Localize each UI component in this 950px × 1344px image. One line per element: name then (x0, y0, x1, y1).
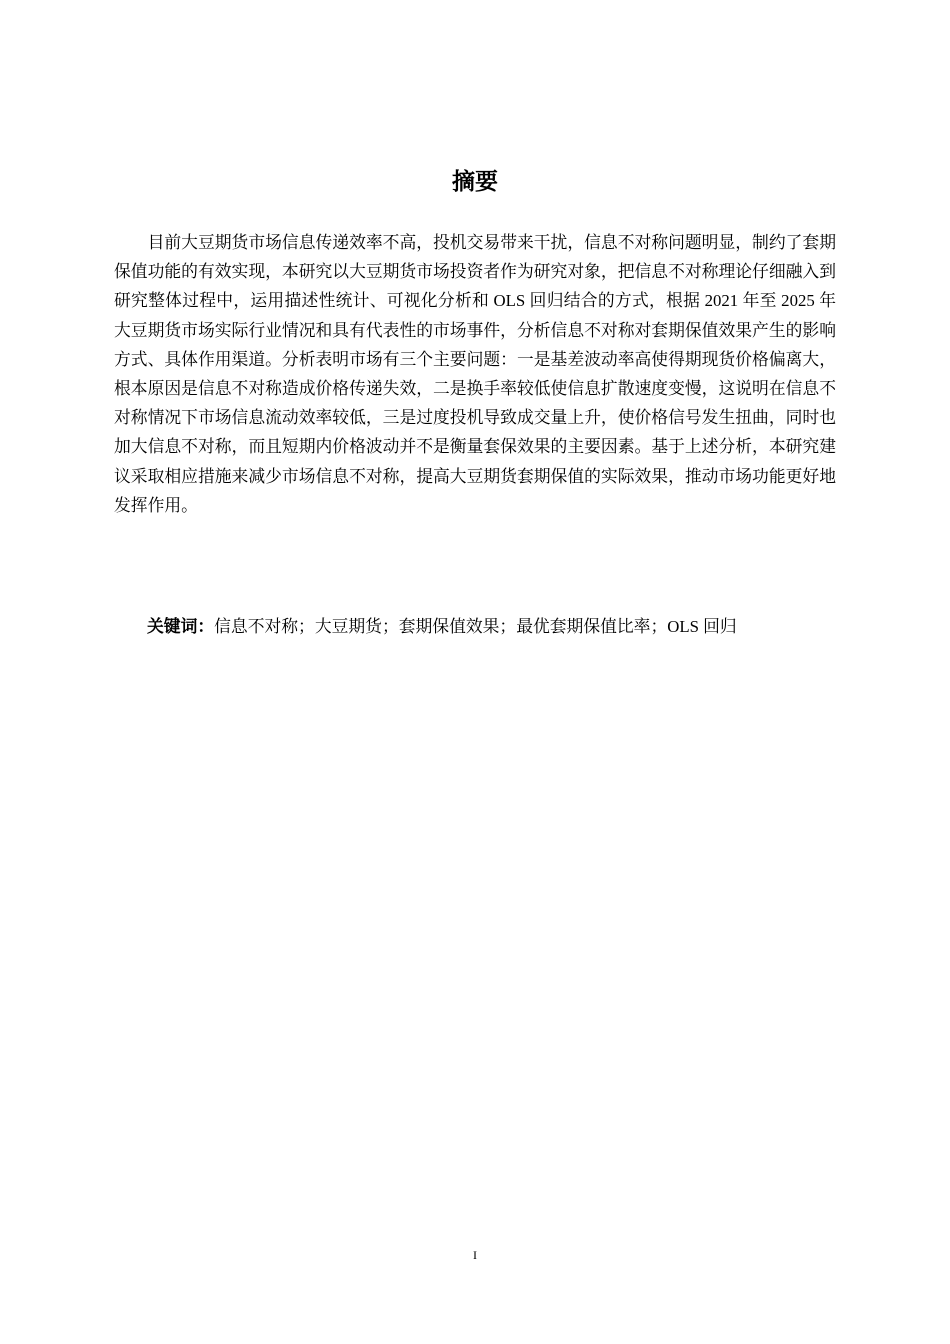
page-title: 摘要 (452, 169, 498, 195)
page-number: I (473, 1248, 477, 1262)
keywords-line (147, 612, 847, 641)
keywords-label: 关键词： (147, 616, 215, 636)
abstract-paragraph: 目前大豆期货市场信息传递效率不高，投机交易带来干扰，信息不对称问题明显，制约了套期保值功能的有效实现，本研究以大豆期货市场投资者作为研究对象，把信息不对称理论仔细融入到研究整体过程中，运用描述性统计、可视化分析和 OLS 回归结合的方式，根据 2021 年至 2025 年大豆期货市场实际行业情况和具有代表性的市场事件，分析信息不对称对套期保值效果产生的影响方式、具体作用渠道。分析表明市场有三个主要问题：一是基差波动率高使得期现货价格偏离大，根本原因是信息不对称造成价格传递失效，二是换手率较低使信息扩散速度变慢，这说明在信息不对称情况下市场信息流动效率较低，三是过度投机导致成交量上升，使价格信号发生扭曲，同时也加大信息不对称，而且短期内价格波动并不是衡量套保效果的主要因素。基于上述分析，本研究建议采取相应措施来减少市场信息不对称，提高大豆期货套期保值的实际效果，推动市场功能更好地发挥作用。 (114, 233, 836, 515)
keywords-text: 信息不对称；大豆期货；套期保值效果；最优套期保值比率；OLS 回归 (214, 617, 737, 636)
